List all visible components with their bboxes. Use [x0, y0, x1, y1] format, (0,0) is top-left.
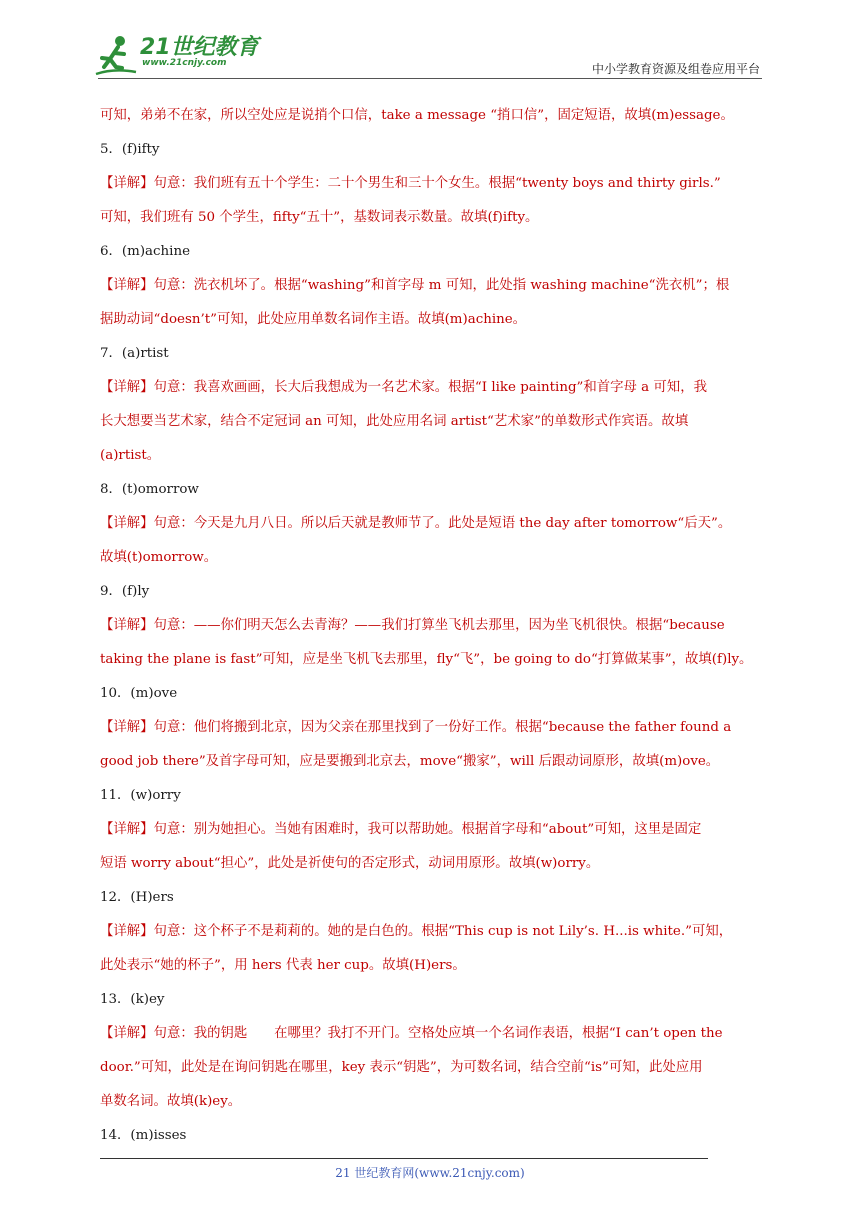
- explanation-line: 可知，弟弟不在家，所以空处应是说捎个口信，take a message “捎口信”，固定短语，故填(m)essage。: [100, 108, 734, 123]
- explanation-line: 【详解】句意：我们班有五十个学生：二十个男生和三十个女生。根据“twenty boys and thirty girls.”: [100, 176, 721, 191]
- footer-site-link[interactable]: 21 世纪教育网(www.21cnjy.com): [335, 1166, 525, 1180]
- answer-item: 11．(w)orry: [100, 788, 181, 803]
- explanation-line: 【详解】句意：我的钥匙 在哪里？我打不开门。空格处应填一个名词作表语，根据“I can’t open the: [100, 1026, 723, 1041]
- answer-item: 7．(a)rtist: [100, 346, 169, 361]
- explanation-line: taking the plane is fast”可知，应是坐飞机飞去那里，fly“飞”，be going to do“打算做某事”，故填(f)ly。: [100, 652, 753, 667]
- explanation-line: 此处表示“她的杯子”，用 hers 代表 her cup。故填(H)ers。: [100, 958, 466, 973]
- explanation-line: 长大想要当艺术家，结合不定冠词 an 可知，此处应用名词 artist“艺术家”的单数形式作宾语。故填: [100, 414, 689, 429]
- explanation-line: 单数名词。故填(k)ey。: [100, 1094, 242, 1109]
- answer-item: 13．(k)ey: [100, 992, 165, 1007]
- runner-logo-icon: [92, 34, 138, 78]
- answer-item: 12．(H)ers: [100, 890, 174, 905]
- explanation-line: 【详解】句意：今天是九月八日。所以后天就是教师节了。此处是短语 the day after tomorrow“后天”。: [100, 516, 732, 531]
- explanation-line: 短语 worry about“担心”，此处是祈使句的否定形式，动词用原形。故填(w)orry。: [100, 856, 600, 871]
- explanation-line: 故填(t)omorrow。: [100, 550, 218, 565]
- explanation-line: 【详解】句意：别为她担心。当她有困难时，我可以帮助她。根据首字母和“about”可知，这里是固定: [100, 822, 702, 837]
- explanation-line: 【详解】句意：洗衣机坏了。根据“washing”和首字母 m 可知，此处指 washing machine“洗衣机”；根: [100, 278, 730, 293]
- answer-item: 10．(m)ove: [100, 686, 178, 701]
- answer-explanations: [100, 99, 762, 1153]
- explanation-line: 据助动词“doesn’t”可知，此处应用单数名词作主语。故填(m)achine。: [100, 312, 527, 327]
- explanation-line: 【详解】句意：我喜欢画画，长大后我想成为一名艺术家。根据“I like painting”和首字母 a 可知，我: [100, 380, 707, 395]
- answer-item: 8．(t)omorrow: [100, 482, 199, 497]
- footer-divider: [100, 1158, 708, 1159]
- explanation-line: 【详解】句意：他们将搬到北京，因为父亲在那里找到了一份好工作。根据“because the father found a: [100, 720, 732, 735]
- explanation-line: 【详解】句意：——你们明天怎么去青海？——我们打算坐飞机去那里，因为坐飞机很快。根据“because: [100, 618, 725, 633]
- explanation-line: door.”可知，此处是在询问钥匙在哪里，key 表示“钥匙”，为可数名词，结合空前“is”可知，此处应用: [100, 1060, 703, 1075]
- page-header: [0, 0, 860, 90]
- explanation-line: 【详解】句意：这个杯子不是莉莉的。她的是白色的。根据“This cup is not Lily’s. H...is white.”可知，: [100, 924, 733, 939]
- explanation-line: 可知，我们班有 50 个学生，fifty“五十”，基数词表示数量。故填(f)ifty。: [100, 210, 539, 225]
- answer-item: 14．(m)isses: [100, 1128, 187, 1143]
- header-divider: [98, 78, 762, 79]
- logo-url: www.21cnjy.com: [142, 58, 227, 68]
- explanation-line: (a)rtist。: [100, 448, 161, 463]
- answer-item: 9．(f)ly: [100, 584, 150, 599]
- logo-title: 21世纪教育: [140, 35, 259, 60]
- answer-item: 5．(f)ifty: [100, 142, 160, 157]
- platform-label: 中小学教育资源及组卷应用平台: [591, 62, 760, 76]
- site-logo: [92, 30, 262, 80]
- explanation-line: good job there”及首字母可知，应是要搬到北京去，move“搬家”，will 后跟动词原形，故填(m)ove。: [100, 754, 720, 769]
- answer-item: 6．(m)achine: [100, 244, 190, 259]
